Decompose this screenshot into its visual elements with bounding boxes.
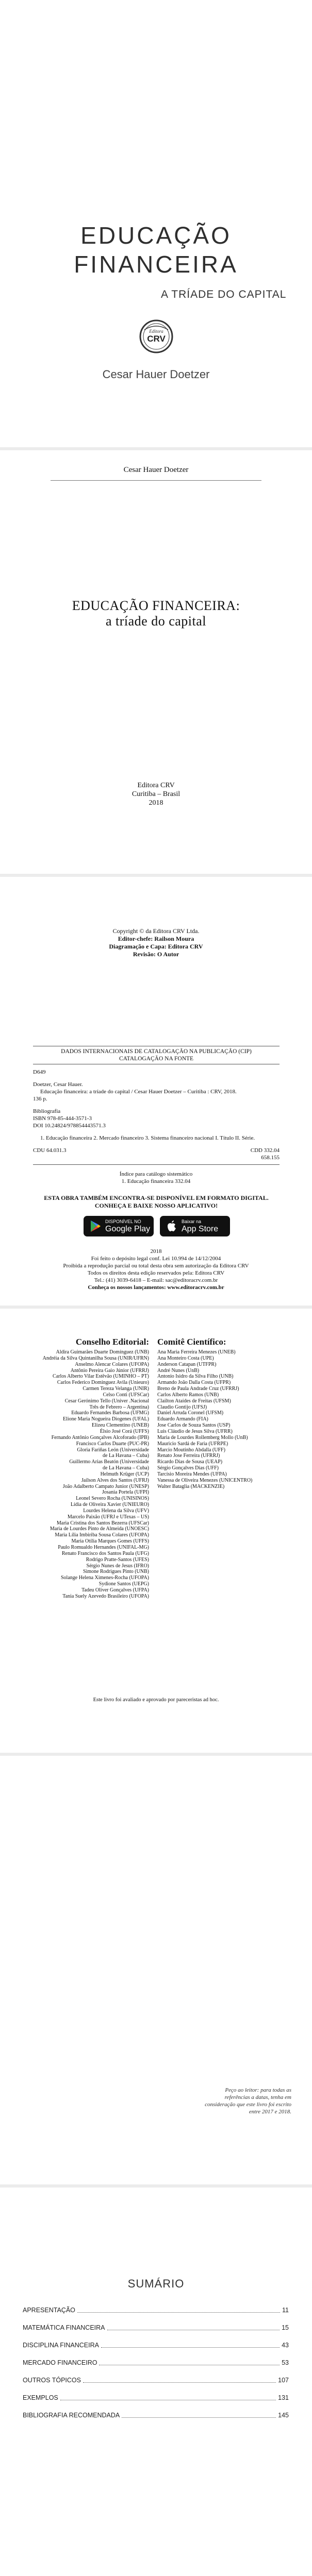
- scientific-committee-list: [157, 1349, 252, 1489]
- council-member: Três de Febrero – Argentina): [89, 1404, 149, 1410]
- summary-item-leader: [83, 2382, 276, 2383]
- summary-item-label: DISCIPLINA FINANCEIRA: [23, 2342, 99, 2349]
- summary-page: [0, 2189, 312, 2576]
- council-member: Renato Francisco dos Santos Paula (UFG): [61, 1550, 149, 1556]
- summary-item[interactable]: [23, 2318, 289, 2336]
- council-member: Walter Bataglia (MACKENZIE): [157, 1483, 225, 1489]
- council-member: Cesar Gerónimo Tello (Univer .Nacional: [64, 1398, 149, 1404]
- page-divider: [0, 2184, 312, 2188]
- summary-item-label: BIBLIOGRAFIA RECOMENDADA: [23, 2412, 120, 2419]
- council-member: Jose Carlos de Souza Santos (USP): [157, 1422, 231, 1429]
- summary-item-label: APRESENTAÇÃO: [23, 2307, 75, 2314]
- scientific-committee-heading: Comitê Científico:: [157, 1337, 226, 1347]
- title-page-author: Cesar Hauer Doetzer: [123, 466, 189, 474]
- council-member: Sérgio Nunes de Jesus (IFRO): [86, 1563, 149, 1569]
- summary-title: SUMÁRIO: [127, 2277, 185, 2290]
- title-page-title: [0, 598, 312, 629]
- page-divider: [0, 874, 312, 877]
- peer-review-note: Este livro foi avaliado e aprovado por pareceristas ad hoc.: [93, 1697, 219, 1703]
- council-member: Carmen Tereza Velanga (UNIR): [83, 1386, 149, 1392]
- page-divider: [0, 447, 312, 450]
- council-member: Claudio Gontijo (UFSJ): [157, 1404, 207, 1410]
- council-member: Fernando Antônio Gonçalves Alcoforado (IPB): [51, 1434, 149, 1440]
- council-member: Antonio Isidro da Silva Filho (UNB): [157, 1374, 234, 1380]
- summary-list: [23, 2301, 289, 2424]
- title-page-publisher: Editora CRV: [137, 782, 175, 789]
- legal-year: 2018: [150, 1248, 162, 1255]
- council-member: Breno de Paula Andrade Cruz (UFRRJ): [157, 1386, 239, 1392]
- summary-item-page: 145: [278, 2412, 289, 2419]
- summary-item-page: 15: [282, 2324, 289, 2331]
- catalog-doi: DOI 10.24824/978854443571.3: [33, 1123, 106, 1129]
- council-member: de La Havana – Cuba): [103, 1453, 149, 1459]
- legal-rights: Todos os direitos desta edição reservados pela: Editora CRV: [87, 1270, 225, 1276]
- summary-item[interactable]: [23, 2371, 289, 2388]
- legal-footer: [21, 1248, 291, 1291]
- council-member: Ana Monteiro Costa (UPE): [157, 1355, 214, 1361]
- council-member: Helmuth Krüger (UCP): [100, 1471, 149, 1477]
- title-page-year: 2018: [149, 799, 163, 807]
- legal-contact: Tel.: (41) 3039-6418 – E-mail: sac@editoracrv.com.br: [94, 1277, 218, 1283]
- council-member: Jailson Alves dos Santos (UFRJ): [81, 1477, 149, 1483]
- council-member: André Nunes (UnB): [157, 1367, 200, 1374]
- app-store-badge[interactable]: [160, 1216, 230, 1236]
- summary-item-page: 11: [282, 2307, 289, 2314]
- council-member: Marcelo Paixão (UFRJ e UTexas – US): [67, 1514, 149, 1520]
- council-member: Anselmo Alencar Colares (UFOPA): [75, 1361, 149, 1367]
- council-member: Sérgio Gonçalves Dias (UFF): [157, 1465, 219, 1471]
- copyright-line: Copyright © da Editora CRV Ltda.: [112, 927, 200, 935]
- summary-item-leader: [101, 2347, 280, 2348]
- catalog-index-head: Índice para catálogo sistemático: [119, 1171, 193, 1177]
- council-member: João Adalberto Campato Junior (UNESP): [62, 1483, 149, 1489]
- cover-title-line1: EDUCAÇÃO: [80, 222, 232, 249]
- copyright-page: [0, 878, 312, 1306]
- summary-item[interactable]: [23, 2406, 289, 2424]
- catalog-header-line1: DADOS INTERNACIONAIS DE CATALOGAÇÃO NA PUBLICAÇÃO (CIP): [61, 1048, 252, 1055]
- council-member: Elizeu Clementino (UNEB): [91, 1422, 149, 1429]
- note-page: [0, 1757, 312, 2184]
- catalog-bibliography: Bibliografia: [33, 1108, 61, 1114]
- apple-icon: [165, 1219, 178, 1233]
- council-member: Maria Lília Imbiriba Sousa Colares (UFOPA): [55, 1532, 149, 1538]
- council-member: Leonel Severo Rocha (UNISINOS): [76, 1496, 149, 1502]
- council-member: Daniel Arruda Coronel (UFSM): [157, 1410, 224, 1416]
- summary-item-leader: [77, 2312, 280, 2313]
- council-page: [0, 1310, 312, 1753]
- google-play-big: Google Play: [105, 1224, 151, 1233]
- council-member: Tadeu Oliver Gonçalves (UFPA): [81, 1587, 149, 1593]
- council-member: Antônio Pereira Gaio Júnior (UFRRJ): [70, 1367, 149, 1374]
- legal-deposit: Foi feito o depósito legal conf. Lei 10.994 de 14/12/2004: [91, 1256, 221, 1262]
- council-member: Maria de Lourdes Pinto de Almeida (UNOESC): [50, 1526, 149, 1532]
- logo-text: CRV: [147, 334, 166, 344]
- council-member: Paulo Romualdo Hernandes (UNIFAL-MG): [58, 1545, 149, 1550]
- catalog-code: D649: [33, 1069, 46, 1075]
- editorial-council-list: [43, 1349, 149, 1600]
- council-member: Celso Conti (UFSCar): [103, 1392, 149, 1398]
- cover-author: Cesar Hauer Doetzer: [102, 368, 210, 381]
- app-store-small: Baixar na: [182, 1218, 202, 1224]
- summary-item-page: 53: [282, 2359, 289, 2366]
- council-member: Rodrigo Pratte-Santos (UFES): [86, 1556, 149, 1563]
- publisher-logo-icon: [138, 318, 174, 354]
- council-member: Francisco Carlos Duarte (PUC-PR): [76, 1440, 149, 1447]
- catalog-cdu: CDU 64.031.3: [33, 1147, 67, 1154]
- editorial-council-heading: Conselho Editorial:: [75, 1337, 149, 1347]
- summary-item[interactable]: [23, 2301, 289, 2318]
- council-member: Clailton Ataídes de Freitas (UFSM): [157, 1398, 231, 1404]
- council-member: Guillermo Arias Beatón (Universidade: [69, 1459, 149, 1465]
- council-member: Carlos Alberto Ramos (UNB): [157, 1392, 219, 1398]
- council-member: Josania Portela (UFPI): [102, 1489, 149, 1496]
- title-page-title-line1: EDUCAÇÃO FINANCEIRA:: [72, 598, 240, 613]
- cover-title-line2: FINANCEIRA: [74, 251, 238, 278]
- title-page: [0, 451, 312, 874]
- summary-item-label: OUTROS TÓPICOS: [23, 2377, 81, 2384]
- summary-item-page: 107: [278, 2377, 289, 2384]
- council-member: Élsio José Corá (UFFS): [100, 1428, 149, 1434]
- title-page-title-line2: a tríade do capital: [105, 614, 207, 629]
- catalog-card: [33, 1069, 280, 1161]
- page-divider: [0, 1306, 312, 1309]
- scientific-committee: [157, 1336, 252, 1489]
- council-member: Simone Rodrigues Pinto (UNB): [83, 1569, 149, 1575]
- council-member: Lídia de Oliveira Xavier (UNIEURO): [70, 1502, 149, 1508]
- summary-item-page: 131: [278, 2394, 289, 2401]
- title-page-rule: [51, 480, 261, 481]
- council-member: Gloria Fariñas León (Universidade: [77, 1447, 149, 1453]
- google-play-badge[interactable]: [84, 1216, 154, 1236]
- author-note: Peço ao leitor: para todas as referências a datas, tenha em consideração que este livro foi escrito entre 2017 e 2018.: [205, 2087, 291, 2115]
- council-member: Eduardo Fernandes Barbosa (UFMG): [71, 1410, 149, 1416]
- council-member: Marcio Moutinho Abdalla (UFF): [157, 1447, 225, 1453]
- council-member: Tarcísio Moreira Mendes (UFPA): [157, 1471, 227, 1477]
- council-member: Maria Otília Marques Gomes (UFFS): [71, 1538, 149, 1545]
- summary-item-label: MERCADO FINANCEIRO: [23, 2359, 97, 2366]
- council-member: Solange Helena Ximenes-Rocha (UFOPA): [61, 1575, 149, 1581]
- editor-chief-line: Editor-chefe: Railson Moura: [118, 935, 194, 942]
- catalog-index-item: 1. Educação financeira 332.04: [121, 1178, 191, 1184]
- google-play-icon: [89, 1219, 102, 1233]
- summary-item[interactable]: [23, 2336, 289, 2353]
- council-member: Ricardo Dias de Sousa (UEAP): [157, 1459, 223, 1465]
- summary-item[interactable]: [23, 2353, 289, 2371]
- summary-item[interactable]: [23, 2388, 289, 2406]
- google-play-small: DISPONÍVEL NO: [105, 1218, 141, 1224]
- catalog-subjects: 1. Educação financeira 2. Mercado financeiro 3. Sistema financeiro nacional I. Título II. Série.: [40, 1135, 255, 1141]
- cover-subtitle: A TRÍADE DO CAPITAL: [161, 289, 287, 300]
- council-member: Vanessa de Oliveira Menezes (UNICENTRO): [157, 1477, 253, 1483]
- council-member: Aldira Guimarães Duarte Domínguez (UNB): [56, 1349, 149, 1355]
- digital-edition-notice: [33, 1194, 280, 1210]
- catalog-isbn: ISBN 978-85-444-3571-3: [33, 1115, 92, 1122]
- council-member: de La Havana – Cuba): [103, 1465, 149, 1471]
- logo-word: Editora: [149, 329, 163, 334]
- council-member: Ana Maria Ferreira Menezes (UNEB): [157, 1349, 236, 1355]
- catalog-classification: [33, 1147, 280, 1154]
- layout-cover-line: Diagramação e Capa: Editora CRV: [109, 943, 203, 950]
- council-member: Sydione Santos (UEPG): [98, 1581, 149, 1587]
- council-member: Tania Suely Azevedo Brasileiro (UFOPA): [62, 1593, 149, 1599]
- digital-edition-line2: CONHEÇA E BAIXE NOSSO APLICATIVO!: [94, 1202, 218, 1209]
- copyright-credits: [0, 927, 312, 958]
- council-member: Armando João Dalla Costa (UFPR): [157, 1380, 231, 1386]
- catalog-description: Educação financeira: a tríade do capital / Cesar Hauer Doetzer – Curitiba : CRV, 2018.: [40, 1089, 237, 1095]
- council-member: Elione Maria Nogueira Diogenes (UFAL): [63, 1416, 149, 1422]
- council-member: Maria de Lourdes Rollemberg Mollo (UnB): [157, 1434, 248, 1440]
- council-member: Renato Jose Ferreira (UFRRJ): [157, 1453, 220, 1459]
- council-member: Mauricio Sardá de Faria (UFRPE): [157, 1440, 228, 1447]
- council-member: Andréia da Silva Quintanilha Sousa (UNIR/UFRN): [42, 1355, 149, 1361]
- summary-item-label: EXEMPLOS: [23, 2394, 58, 2401]
- title-page-city: Curitiba – Brasil: [132, 790, 180, 798]
- catalog-index: [0, 1171, 312, 1185]
- catalog-author: Doetzer, Cesar Hauer.: [33, 1081, 83, 1088]
- council-member: Carlos Alberto Vilar Estêvão (UMINHO – PT): [53, 1374, 149, 1380]
- editorial-council: [43, 1336, 149, 1600]
- title-page-publisher-block: [0, 781, 312, 807]
- council-member: Carlos Federico Dominguez Avila (Unieuro): [57, 1380, 149, 1386]
- catalog-pages: 136 p.: [33, 1096, 47, 1102]
- council-member: Anderson Catapan (UTFPR): [157, 1361, 217, 1367]
- catalog-header: [33, 1046, 280, 1064]
- legal-prohibition: Proibida a reprodução parcial ou total desta obra sem autorização da Editora CRV: [63, 1263, 249, 1269]
- council-member: Luis Cláudio de Jesus Silva (UFRR): [157, 1428, 233, 1434]
- digital-edition-line1: ESTA OBRA TAMBÉM ENCONTRA-SE DISPONÍVEL EM FORMATO DIGITAL.: [44, 1194, 269, 1201]
- council-member: Eduardo Armando (FIA): [157, 1416, 208, 1422]
- catalog-header-line2: CATALOGAÇÃO NA FONTE: [119, 1056, 194, 1062]
- page-divider: [0, 1753, 312, 1756]
- catalog-cdd: CDD 332.04: [250, 1147, 280, 1154]
- catalog-rule: [33, 1164, 280, 1165]
- summary-item-leader: [122, 2417, 276, 2418]
- summary-item-label: MATEMÁTICA FINANCEIRA: [23, 2324, 105, 2331]
- council-member: Maria Cristina dos Santos Bezerra (UFSCar): [56, 1520, 149, 1526]
- cover-page: [0, 0, 312, 447]
- revision-line: Revisão: O Autor: [133, 951, 179, 958]
- legal-website: Conheça os nossos lançamentos: www.editoracrv.com.br: [88, 1284, 224, 1291]
- council-member: Lourdes Helena da Silva (UFV): [83, 1507, 149, 1514]
- catalog-cdd-secondary: 658.155: [261, 1155, 280, 1161]
- summary-item-page: 43: [282, 2342, 289, 2349]
- app-store-big: App Store: [182, 1224, 219, 1233]
